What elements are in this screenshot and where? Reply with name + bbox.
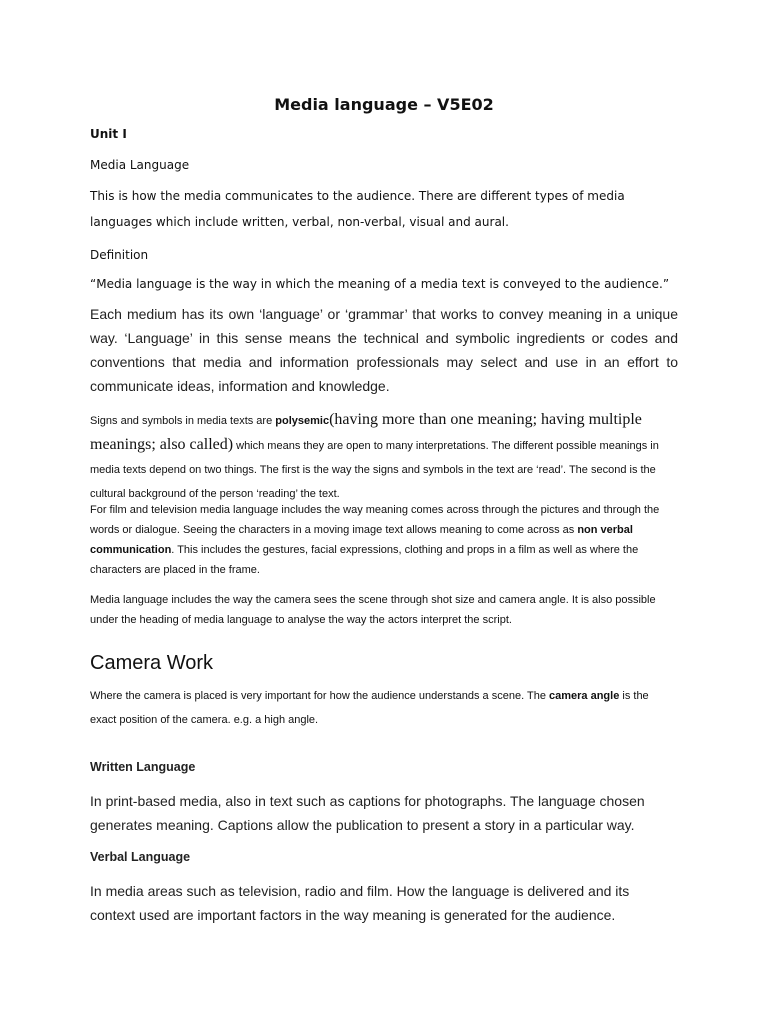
- film-text-post: . This includes the gestures, facial expressions, clothing and props in a film as well as where the characters are placed in the frame.: [90, 544, 639, 576]
- definition-quote: “Media language is the way in which the meaning of a media text is conveyed to the audience.”: [90, 277, 670, 291]
- polysemic-definition: (having more than one meaning; having multiple meanings; also called): [90, 411, 642, 453]
- camera-work-post: is the exact position of the camera. e.g. a high angle.: [90, 690, 649, 726]
- verbal-language-paragraph: In media areas such as television, radio and film. How the language is delivered and its context used are important factors in the way meaning is generated for the audience.: [90, 883, 630, 923]
- page-title: Media language – V5E02: [274, 95, 494, 114]
- signs-paragraph: [90, 408, 678, 506]
- polysemic-term: polysemic: [275, 415, 330, 427]
- film-text-pre: For film and television media language includes the way meaning comes across through the pictures and through the words or dialogue. Seeing the characters in a moving image text allows meaning to come across as: [90, 504, 660, 536]
- non-verbal-term: non verbal communication: [90, 524, 633, 556]
- signs-text-pre: Signs and symbols in media texts are: [90, 415, 276, 427]
- definition-heading: Definition: [90, 248, 149, 262]
- camera-angle-term: camera angle: [549, 690, 620, 702]
- medium-paragraph: Each medium has its own ‘language’ or ‘grammar’ that works to convey meaning in a unique way. ‘Language’ in this sense means the technical and symbolic ingredients or codes and conventions that media and information professionals may select and use in an effort to communicate ideas, information and knowledge.: [90, 306, 678, 394]
- camera-work-heading: Camera Work: [90, 652, 213, 674]
- unit-label: Unit I: [90, 127, 127, 141]
- film-paragraph: [90, 500, 678, 580]
- camera-work-paragraph: [90, 684, 678, 732]
- camera-work-pre: Where the camera is placed is very important for how the audience understands a scene. The: [90, 690, 549, 702]
- verbal-language-heading: Verbal Language: [90, 850, 191, 864]
- signs-text-post: which means they are open to many interpretations. The different possible meanings in media texts depend on two things. The first is the way the signs and symbols in the text are ‘read’. The second is the cultural background of the person ‘reading’ the text.: [90, 440, 659, 500]
- section-heading: Media Language: [90, 158, 190, 172]
- camera-paragraph: Media language includes the way the camera sees the scene through shot size and camera angle. It is also possible under the heading of media language to analyse the way the actors interpret the script.: [90, 594, 656, 626]
- written-language-paragraph: In print-based media, also in text such as captions for photographs. The language chosen generates meaning. Captions allow the publication to present a story in a particular way.: [90, 793, 645, 833]
- intro-paragraph: This is how the media communicates to the audience. There are different types of media languages which include written, verbal, non-verbal, visual and aural.: [90, 189, 625, 229]
- written-language-heading: Written Language: [90, 760, 196, 774]
